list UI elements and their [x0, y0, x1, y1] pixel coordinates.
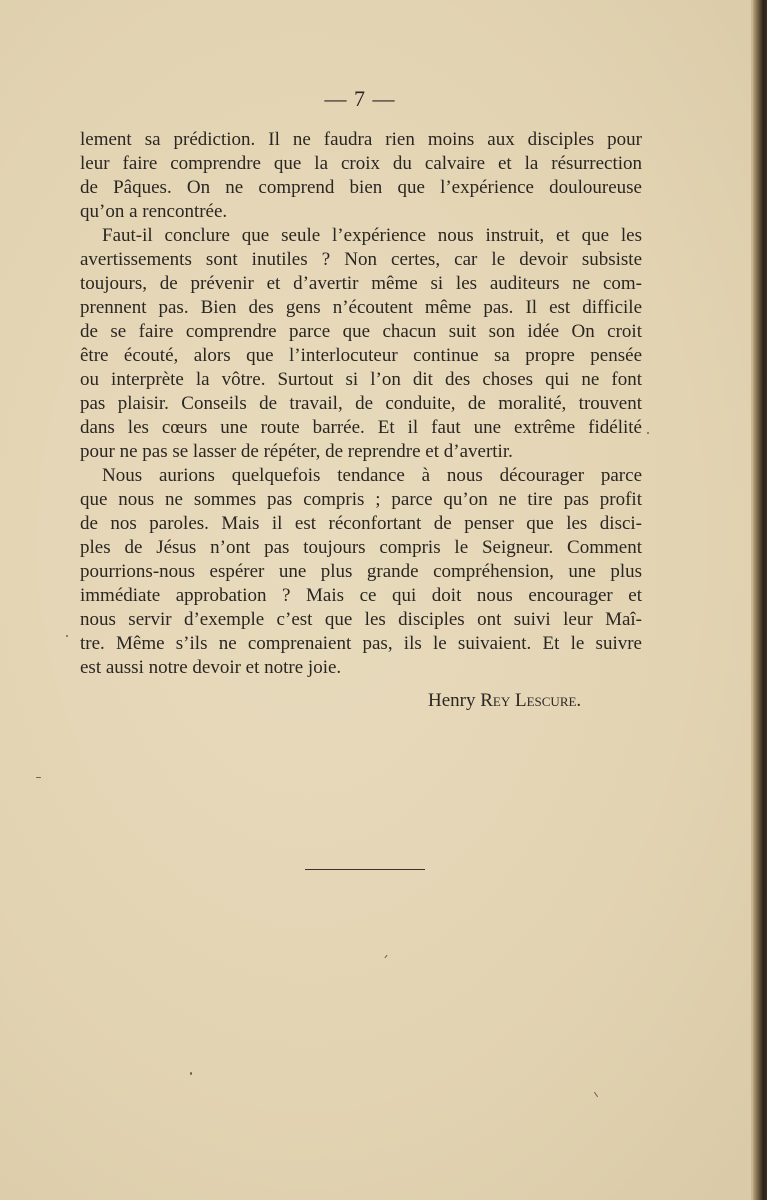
text-line: lement sa prédiction. Il ne faudra rien moins aux disciples pour	[80, 129, 642, 150]
text-line: être écouté, alors que l’interlocuteur continue sa propre pensée	[80, 345, 642, 366]
author-first-name: Henry	[428, 690, 476, 711]
paper-speck	[36, 777, 41, 778]
paper-speck	[190, 1072, 192, 1075]
text-line: qu’on a rencontrée.	[80, 201, 228, 222]
text-line: leur faire comprendre que la croix du calvaire et la résurrection	[80, 153, 642, 174]
text-line: prennent pas. Bien des gens n’écoutent même pas. Il est difficile	[80, 297, 642, 318]
text-line: pas plaisir. Conseils de travail, de conduite, de moralité, trouvent	[80, 393, 642, 414]
page-number: — 7 —	[324, 86, 396, 111]
text-line: tre. Même s’ils ne comprenaient pas, ils le suivaient. Et le suivre	[80, 633, 642, 654]
text-line: nous servir d’exemple c’est que les disciples ont suivi leur Maî-	[80, 609, 642, 630]
text-line: de nos paroles. Mais il est réconfortant de penser que les disci-	[80, 513, 642, 534]
text-line: est aussi notre devoir et notre joie.	[80, 657, 342, 678]
text-line: Nous aurions quelquefois tendance à nous décourager parce	[102, 465, 642, 486]
binding-shadow	[751, 0, 753, 1200]
text-line: de Pâques. On ne comprend bien que l’expérience douloureuse	[80, 177, 642, 198]
text-line: toujours, de prévenir et d’avertir même si les auditeurs ne com-	[80, 273, 642, 294]
paper-speck	[647, 432, 649, 434]
text-line: pourrions-nous espérer une plus grande compréhension, une plus	[80, 561, 642, 582]
separator-rule	[305, 869, 425, 870]
text-line: immédiate approbation ? Mais ce qui doit nous encourager et	[80, 585, 642, 606]
author-signature	[428, 690, 581, 712]
paper-speck	[66, 635, 68, 637]
text-line: pour ne pas se lasser de répéter, de reprendre et d’avertir.	[80, 441, 513, 462]
paper-speck	[594, 1092, 598, 1097]
text-line: que nous ne sommes pas compris ; parce qu’on ne tire pas profit	[80, 489, 642, 510]
paper-speck	[384, 955, 387, 959]
author-last-name: Rey Lescure.	[480, 690, 582, 711]
text-line: ples de Jésus n’ont pas toujours compris le Seigneur. Comment	[80, 537, 642, 558]
body-text	[80, 128, 642, 680]
text-line: de se faire comprendre parce que chacun suit son idée On croit	[80, 321, 642, 342]
text-line: avertissements sont inutiles ? Non certes, car le devoir subsiste	[80, 249, 642, 270]
text-line: ou interprète la vôtre. Surtout si l’on dit des choses qui ne font	[80, 369, 642, 390]
book-binding-edge	[753, 0, 767, 1200]
text-line: Faut-il conclure que seule l’expérience nous instruit, et que les	[102, 225, 642, 246]
text-line: dans les cœurs une route barrée. Et il faut une extrême fidélité	[80, 417, 642, 438]
